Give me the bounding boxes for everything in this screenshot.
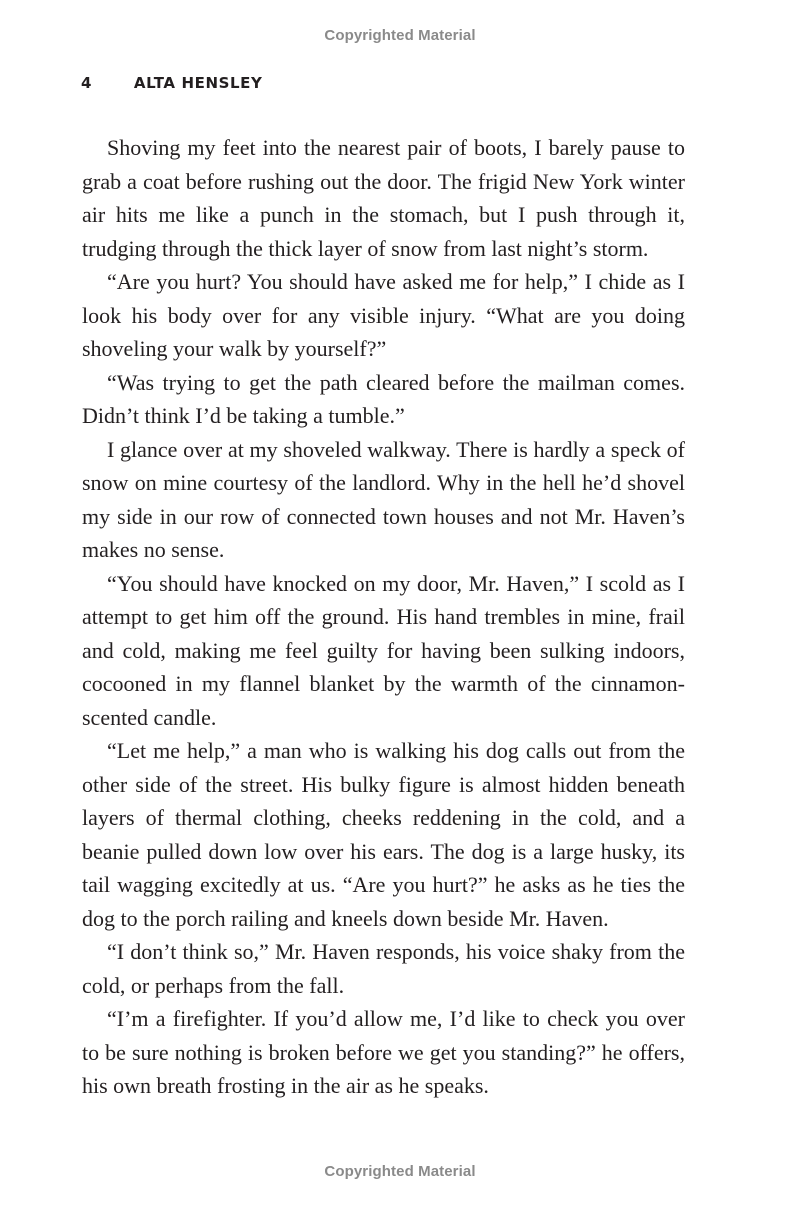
paragraph: “You should have knocked on my door, Mr. Haven,” I scold as I attempt to get him off the ground. His hand trembles in mine, frail and cold, making me feel guilty for having been sulking indoors, cocooned in my flannel blanket by the warmth of the cinnamon-scented candle.	[82, 570, 685, 730]
copyright-watermark-bottom: Copyrighted Material	[324, 1163, 476, 1180]
paragraph: “Was trying to get the path cleared before the mailman comes. Didn’t think I’d be taking a tumble.”	[82, 369, 685, 428]
page-number: 4	[81, 74, 93, 92]
running-header	[81, 74, 262, 92]
paragraph: Shoving my feet into the nearest pair of boots, I barely pause to grab a coat before rushing out the door. The frigid New York winter air hits me like a punch in the stomach, but I push through it, trudging through the thick layer of snow from last night’s storm.	[82, 135, 685, 261]
author-name: ALTA HENSLEY	[133, 74, 263, 92]
body-text	[82, 131, 685, 1103]
paragraph: I glance over at my shoveled walkway. There is hardly a speck of snow on mine courtesy of the landlord. Why in the hell he’d shovel my side in our row of connected town houses and not Mr. Haven’s makes no sense.	[82, 436, 685, 562]
paragraph: “Let me help,” a man who is walking his dog calls out from the other side of the street. His bulky figure is almost hidden beneath layers of thermal clothing, cheeks reddening in the cold, and a beanie pulled down low over his ears. The dog is a large husky, its tail wagging excitedly at us. “Are you hurt?” he asks as he ties the dog to the porch railing and kneels down beside Mr. Haven.	[82, 738, 685, 931]
paragraph: “Are you hurt? You should have asked me for help,” I chide as I look his body over for any visible injury. “What are you doing shoveling your walk by yourself?”	[82, 269, 685, 361]
paragraph: “I’m a firefighter. If you’d allow me, I’d like to check you over to be sure nothing is broken before we get you standing?” he offers, his own breath frosting in the air as he speaks.	[82, 1006, 685, 1098]
copyright-watermark-top: Copyrighted Material	[324, 27, 476, 44]
paragraph: “I don’t think so,” Mr. Haven responds, his voice shaky from the cold, or perhaps from the fall.	[82, 939, 685, 998]
